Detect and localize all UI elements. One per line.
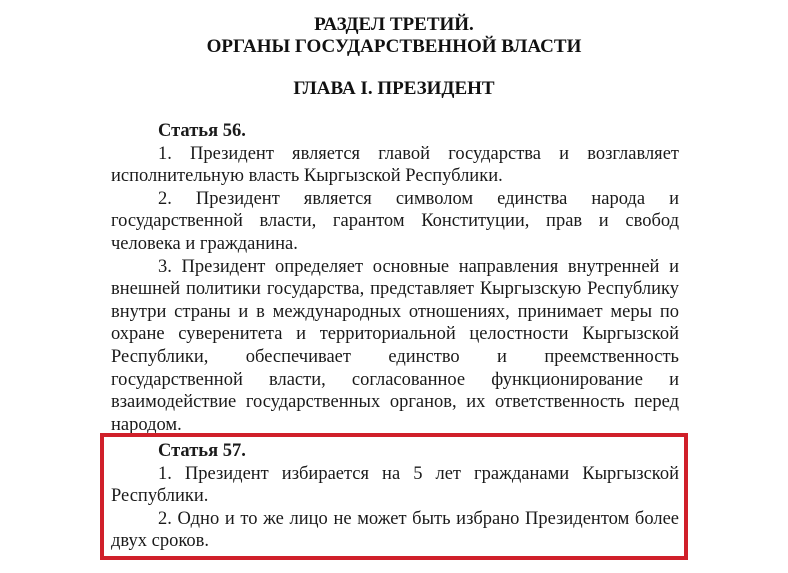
article-paragraph: 3. Президент определяет основные направления внутренней и внешней политики государства, представляет Кыргызскую Республику внутри страны и в международных отношениях, принимает меры по охране суверенитета и территориальной целостности Кыргызской Республики, обеспечивает единство и преемственность государственной власти, согласованное функционирование и взаимодействие государственных органов, их ответственность перед народом. xyxy=(111,256,679,435)
article-title: Статья 57. xyxy=(158,441,246,461)
article-paragraph: 1. Президент избирается на 5 лет гражданами Кыргызской Республики. xyxy=(111,463,679,507)
section-title-line1: РАЗДЕЛ ТРЕТИЙ. xyxy=(314,14,474,35)
section-title-line2: ОРГАНЫ ГОСУДАРСТВЕННОЙ ВЛАСТИ xyxy=(206,36,582,57)
article-57 xyxy=(111,440,679,553)
article-56 xyxy=(111,120,679,436)
article-paragraph: 1. Президент является главой государства и возглавляет исполнительную власть Кыргызской Республики. xyxy=(111,143,679,187)
article-title: Статья 56. xyxy=(158,121,246,141)
article-paragraph: 2. Одно и то же лицо не может быть избрано Президентом более двух сроков. xyxy=(111,508,679,552)
article-paragraph: 2. Президент является символом единства народа и государственной власти, гарантом Конституции, прав и свобод человека и гражданина. xyxy=(111,188,679,254)
chapter-title: ГЛАВА I. ПРЕЗИДЕНТ xyxy=(293,78,495,99)
